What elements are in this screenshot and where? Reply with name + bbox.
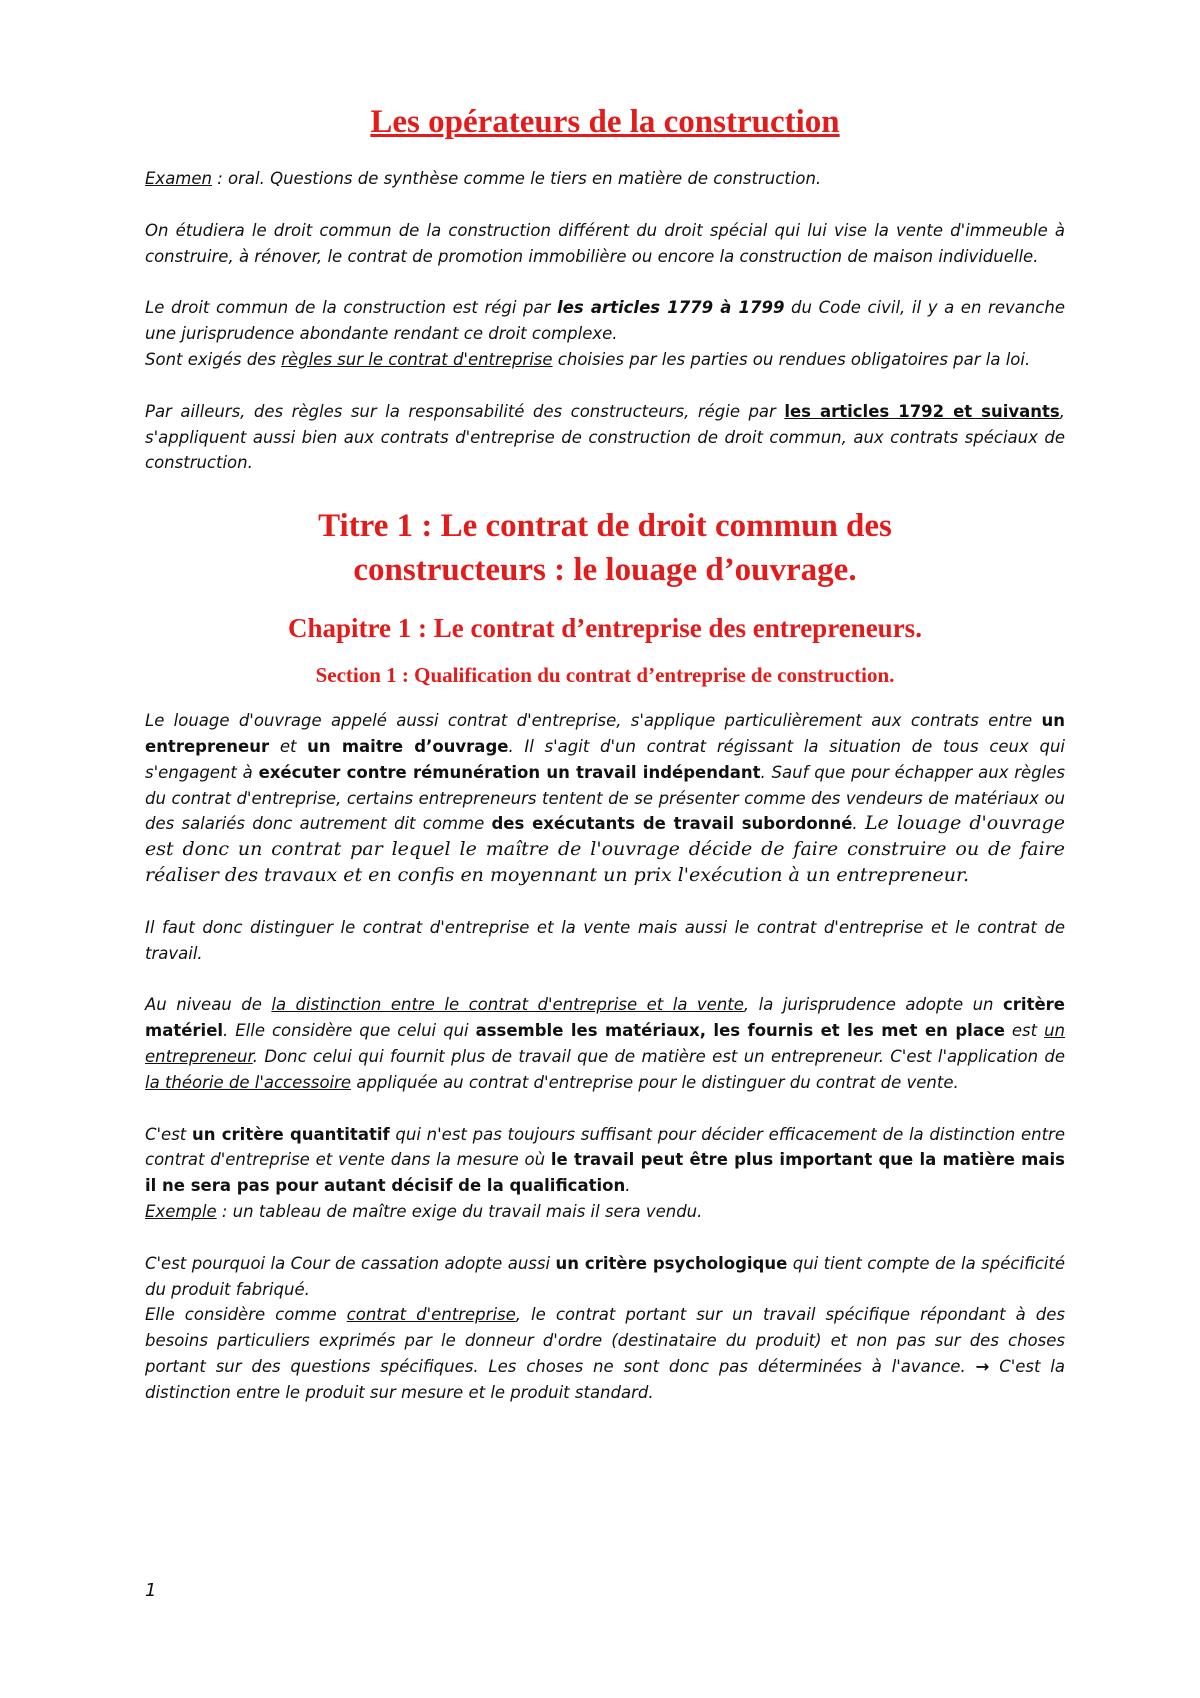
bold-run: assemble les matériaux, les fournis et les met en place	[475, 1021, 1005, 1041]
intro-paragraph-2	[145, 295, 1065, 347]
bold-run: exécuter contre rémunération un travail indépendant	[258, 762, 761, 782]
bold-run: un critère quantitatif	[192, 1124, 390, 1144]
example-paragraph	[145, 1199, 1065, 1225]
text-run: Sont exigés des	[145, 349, 282, 369]
underline-run: contrat d'entreprise	[346, 1305, 516, 1325]
bold-run: un maitre d’ouvrage	[307, 736, 509, 756]
text-run: Au niveau de	[145, 995, 272, 1015]
text-run: , la jurisprudence adopte un	[743, 995, 1004, 1015]
intro-paragraph-3	[145, 347, 1065, 373]
text-run: C'est la distinction entre le produit sur mesure et le produit standard.	[145, 1356, 1065, 1402]
exam-text: : oral. Questions de synthèse comme le tiers en matière de construction.	[211, 169, 822, 188]
text-run: .	[852, 814, 865, 834]
bold-underline-run: les articles 1792 et suivants	[784, 401, 1060, 421]
text-run: qui tient compte de la spécificité du produit fabriqué.	[145, 1253, 1065, 1299]
text-run: , le contrat portant sur un travail spécifique répondant à des besoins particuliers exprimés par le donneur d'ordre (destinataire du produit) et non pas sur des choses portant sur des questions spécifiques. Les choses ne sont donc pas déterminées à l'avance.	[145, 1305, 1065, 1376]
text-run: . Elle considère que celui qui	[223, 1021, 476, 1041]
text-run: Le louage d'ouvrage appelé aussi contrat d'entreprise, s'applique particulièrement aux contrats entre	[145, 711, 1042, 731]
text-run: C'est	[145, 1124, 193, 1144]
body-paragraph-2: Il faut donc distinguer le contrat d'entreprise et la vente mais aussi le contrat d'entreprise et le contrat de travail.	[145, 917, 1065, 963]
body-paragraph-1	[145, 708, 1065, 889]
arrow-icon: →	[975, 1356, 990, 1376]
intro-paragraph-4	[145, 399, 1065, 476]
body-paragraph-3	[145, 992, 1065, 1095]
body-paragraph-6	[145, 1302, 1065, 1405]
text-run: Elle considère comme	[145, 1305, 347, 1325]
text-run: C'est pourquoi la Cour de cassation adopte aussi	[145, 1253, 556, 1273]
text-run: . Il s'agit d'un contrat régissant la situation de tous ceux qui s'engagent à	[145, 736, 1065, 782]
text-run: du Code civil, il y a en revanche une jurisprudence abondante rendant ce droit complexe.	[145, 298, 1065, 344]
bold-run: critère matériel	[145, 995, 1065, 1041]
document-title: Les opérateurs de la construction	[370, 104, 840, 140]
underline-run: la distinction entre le contrat d'entreprise et la vente	[271, 995, 744, 1015]
text-run: Le droit commun de la construction est régi par	[145, 298, 558, 318]
document-content	[145, 100, 1065, 1406]
text-run: . Sauf que pour échapper aux règles du contrat d'entreprise, certains entrepreneurs tentent de se présenter comme des vendeurs de matériaux ou des salariés donc autrement dit comme	[145, 762, 1065, 834]
titre-1-heading	[145, 504, 1065, 592]
intro-paragraph-1: On étudiera le droit commun de la construction différent du droit spécial qui lui vise la vente d'immeuble à construire, à rénover, le contrat de promotion immobilière ou encore la construction de maison individuelle.	[145, 220, 1065, 266]
body-paragraph-5	[145, 1251, 1065, 1303]
bold-run: un critère psychologique	[555, 1253, 788, 1273]
text-run: Par ailleurs, des règles sur la responsabilité des constructeurs, régie par	[145, 401, 785, 421]
text-run: et	[269, 736, 308, 756]
text-run: qui n'est pas toujours suffisant pour décider efficacement de la distinction entre contrat d'entreprise et vente dans la mesure où	[145, 1124, 1065, 1170]
titre-line-1: Titre 1 : Le contrat de droit commun des	[318, 508, 892, 545]
underline-run: la théorie de l'accessoire	[145, 1072, 352, 1092]
text-run: appliquée au contrat d'entreprise pour le distinguer du contrat de vente.	[351, 1072, 959, 1092]
bold-run: le travail peut être plus important que la matière mais il ne sera pas pour autant décisif de la qualification	[145, 1150, 1065, 1196]
section-1-heading: Section 1 : Qualification du contrat d’entreprise de construction.	[315, 663, 895, 688]
page-number: 1	[145, 1580, 157, 1601]
bold-run: des exécutants de travail subordonné	[491, 814, 853, 834]
serif-run: Le louage d'ouvrage est donc un contrat par lequel le maître de l'ouvrage décide de faire construire ou de faire réaliser des travaux et en confis en moyennant un prix l'exécution à un entrepreneur.	[145, 812, 1065, 886]
text-run: : un tableau de maître exige du travail mais il sera vendu.	[216, 1201, 703, 1221]
underline-run: un entrepreneur	[145, 1021, 1065, 1066]
bold-run: un entrepreneur	[145, 711, 1065, 756]
exam-label: Examen	[145, 169, 212, 188]
bold-run: les articles 1779 à 1799	[557, 298, 785, 318]
chapitre-1-heading: Chapitre 1 : Le contrat d’entreprise des entrepreneurs.	[288, 613, 922, 644]
example-label: Exemple	[145, 1201, 217, 1221]
text-run: , s'appliquent aussi bien aux contrats d'entreprise de construction de droit commun, aux contrats spéciaux de construction.	[145, 401, 1065, 473]
titre-line-2: constructeurs : le louage d’ouvrage.	[353, 552, 857, 589]
text-run: .	[625, 1176, 631, 1196]
underline-run: règles sur le contrat d'entreprise	[281, 349, 553, 369]
exam-paragraph	[145, 166, 1065, 192]
text-run: . Donc celui qui fournit plus de travail que de matière est un entrepreneur. C'est l'application de	[252, 1046, 1065, 1066]
text-run: choisies par les parties ou rendues obligatoires par la loi.	[552, 349, 1031, 369]
body-paragraph-4	[145, 1122, 1065, 1199]
text-run: est	[1004, 1021, 1045, 1041]
